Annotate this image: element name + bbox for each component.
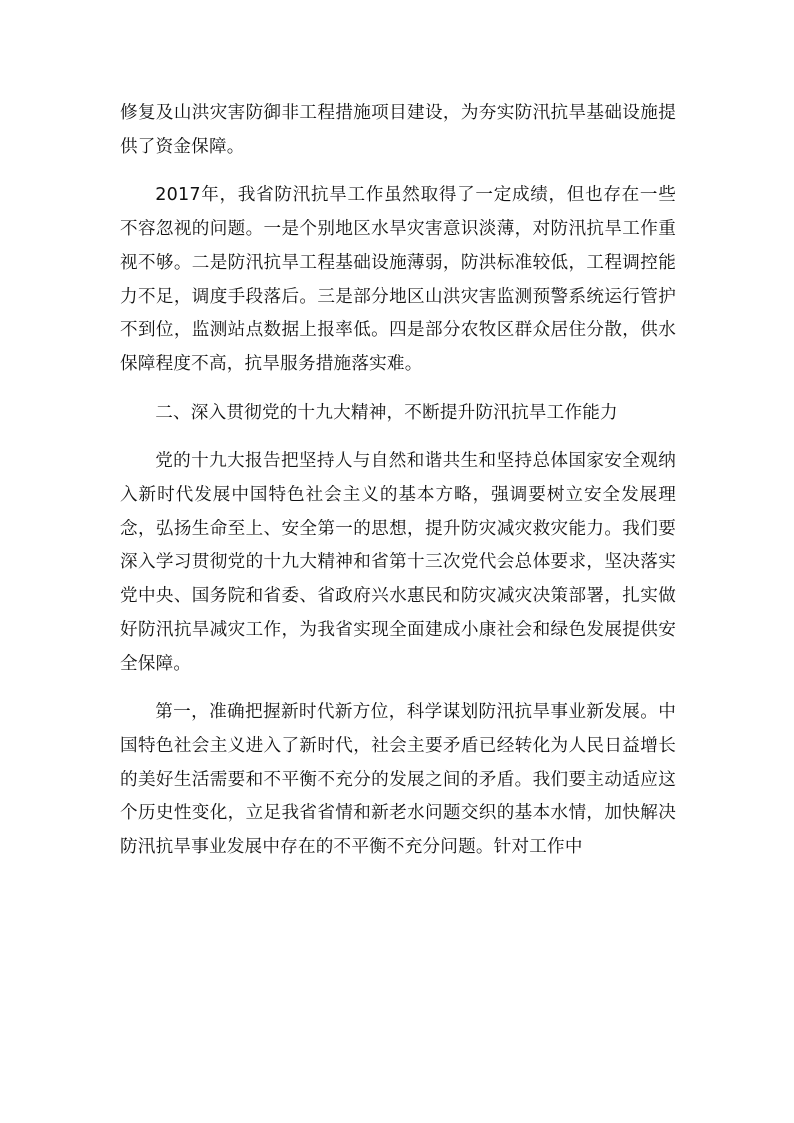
paragraph-nineteenth-congress: 党的十九大报告把坚持人与自然和谐共生和坚持总体国家安全观纳入新时代发展中国特色社会主义的基本方略，强调要树立安全发展理念，弘扬生命至上、安全第一的思想，提升防灾减灾救灾能力。我们要深入学习贯彻党的十九大精神和省第十三次党代会总体要求，坚决落实党中央、国务院和省委、省政府兴水惠民和防灾减灾决策部署，扎实做好防汛抗旱减灾工作，为我省实现全面建成小康社会和绿色发展提供安全保障。 (120, 451, 676, 674)
document-body (120, 97, 676, 880)
paragraph-2017-problems: 2017年，我省防汛抗旱工作虽然取得了一定成绩，但也存在一些不容忽视的问题。一是个别地区水旱灾害意识淡薄，对防汛抗旱工作重视不够。二是防汛抗旱工程基础设施薄弱，防洪标准较低，工程调控能力不足，调度手段落后。三是部分地区山洪灾害监测预警系统运行管护不到位，监测站点数据上报率低。四是部分农牧区群众居住分散，供水保障程度不高，抗旱服务措施落实难。 (120, 185, 676, 374)
section-heading: 二、深入贯彻党的十九大精神，不断提升防汛抗旱工作能力 (155, 402, 618, 423)
paragraph-continuation: 修复及山洪灾害防御非工程措施项目建设，为夯实防汛抗旱基础设施提供了资金保障。 (120, 103, 676, 157)
paragraph-first-point: 第一，准确把握新时代新方位，科学谋划防汛抗旱事业新发展。中国特色社会主义进入了新时代，社会主要矛盾已经转化为人民日益增长的美好生活需要和不平衡不充分的发展之间的矛盾。我们要主动适应这个历史性变化，立足我省省情和新老水问题交织的基本水情，加快解决防汛抗旱事业发展中存在的不平衡不充分问题。针对工作中 (120, 702, 676, 858)
